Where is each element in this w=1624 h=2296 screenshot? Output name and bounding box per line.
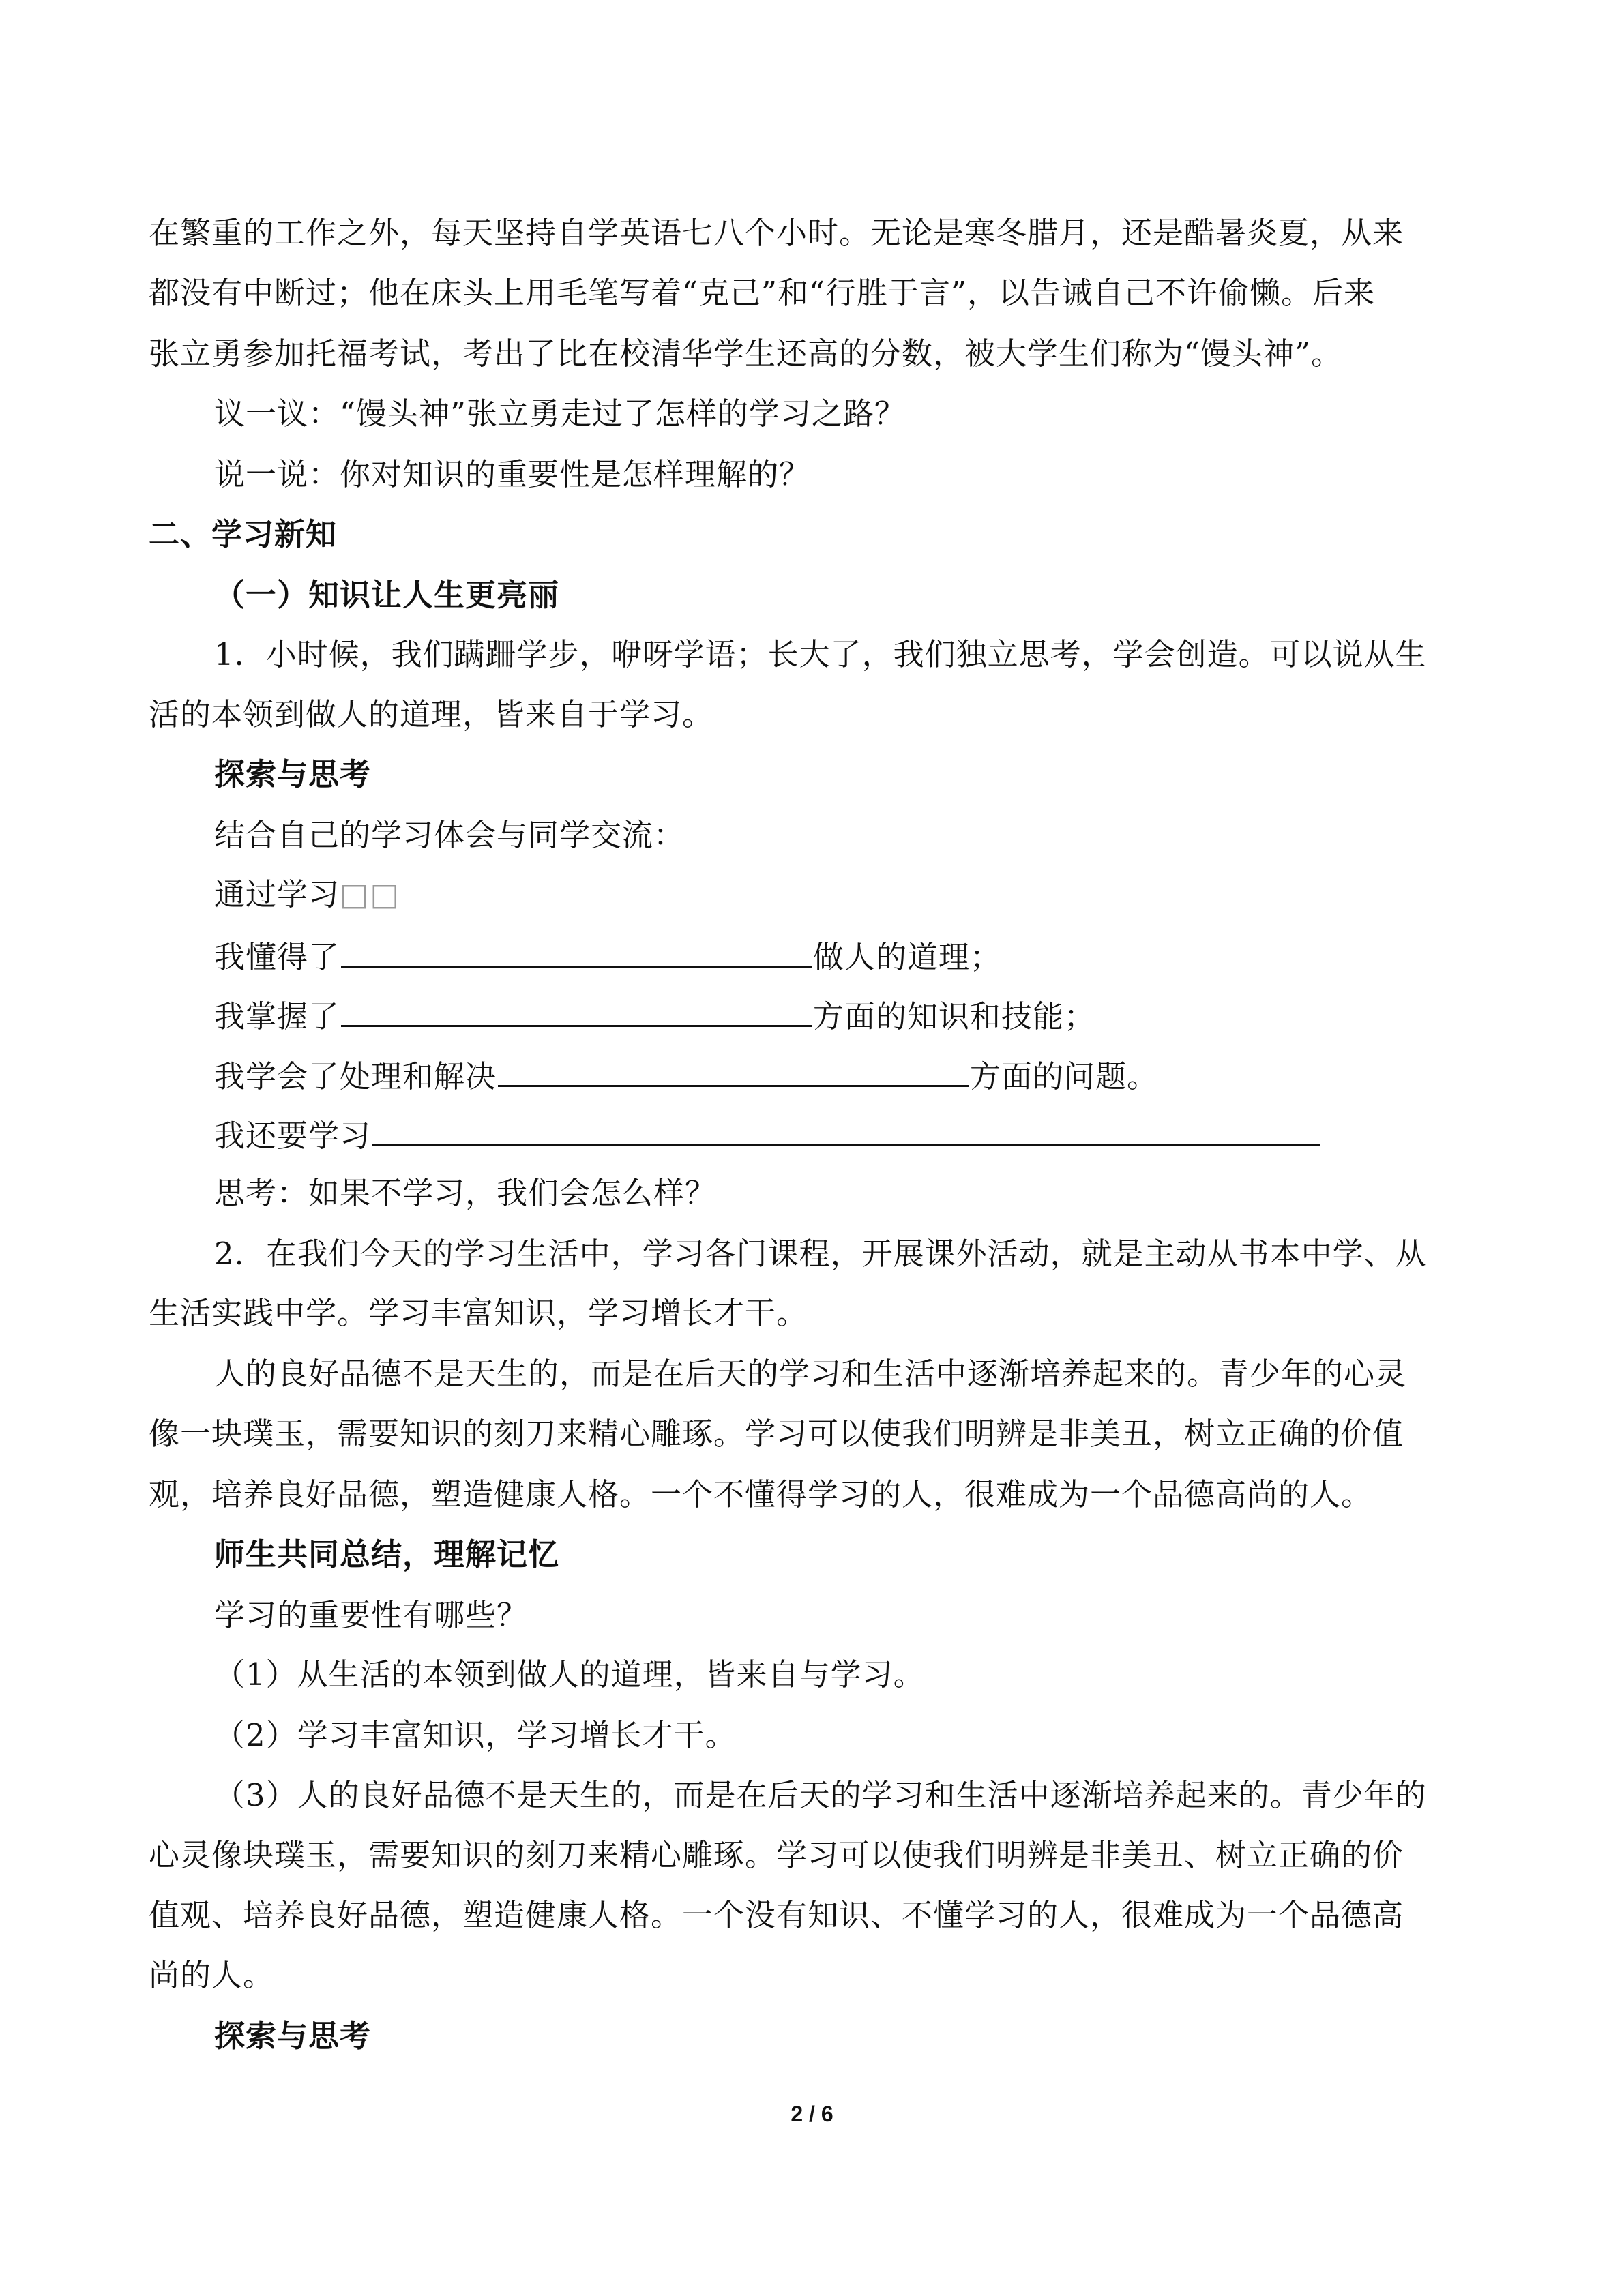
paragraph-line: 生活实践中学。学习丰富知识，学习增长才干。: [149, 1295, 808, 1331]
fill-in-prefix: 我还要学习: [214, 1118, 372, 1154]
paragraph-line: 心灵像块璞玉，需要知识的刻刀来精心雕琢。学习可以使我们明辨是非美丑、树立正确的价: [149, 1837, 1404, 1873]
paragraph-line: 像一块璞玉，需要知识的刻刀来精心雕琢。学习可以使我们明辨是非美丑，树立正确的价值: [149, 1416, 1404, 1452]
discussion-prompt: 议一议：“馒头神”张立勇走过了怎样的学习之路？: [214, 396, 906, 432]
activity-heading: 探索与思考: [214, 2018, 372, 2054]
paragraph-line: 在繁重的工作之外，每天坚持自学英语七八个小时。无论是寒冬腊月，还是酷暑炎夏，从来: [149, 215, 1404, 251]
list-item: （3）人的良好品德不是天生的，而是在后天的学习和生活中逐渐培养起来的。青少年的: [214, 1777, 1427, 1813]
fill-in-suffix: 做人的道理；: [813, 939, 1002, 975]
fill-in-prefix: 我学会了处理和解决: [214, 1058, 497, 1094]
paragraph-line: 观，培养良好品德，塑造健康人格。一个不懂得学习的人，很难成为一个品德高尚的人。: [149, 1476, 1373, 1512]
fill-in-line: [214, 876, 400, 914]
paragraph-line: 人的良好品德不是天生的，而是在后天的学习和生活中逐渐培养起来的。青少年的心灵: [214, 1356, 1407, 1392]
fill-in-line: [214, 995, 1095, 1036]
thinking-prompt: 思考：如果不学习，我们会怎么样？: [214, 1175, 717, 1211]
fill-in-line: [214, 1114, 1322, 1155]
section-heading: 二、学习新知: [149, 516, 338, 552]
paragraph-line: 尚的人。: [149, 1957, 275, 1993]
answer-blank[interactable]: [341, 936, 812, 968]
fill-in-suffix: 方面的问题。: [970, 1058, 1159, 1094]
paragraph-line: 活的本领到做人的道理，皆来自于学习。: [149, 696, 714, 732]
placeholder-boxes: □□: [340, 876, 401, 912]
paragraph-line: 张立勇参加托福考试，考出了比在校清华学生还高的分数，被大学生们称为“馒头神”。: [149, 336, 1343, 372]
fill-in-prefix: 通过学习: [214, 876, 340, 912]
summary-heading: 师生共同总结，理解记忆: [214, 1536, 560, 1572]
answer-blank[interactable]: [498, 1055, 969, 1087]
paragraph-line: 1．小时候，我们蹒跚学步，咿呀学语；长大了，我们独立思考，学会创造。可以说从生: [214, 636, 1427, 672]
discussion-prompt: 说一说：你对知识的重要性是怎样理解的？: [214, 456, 811, 492]
summary-question: 学习的重要性有哪些？: [214, 1597, 529, 1633]
list-item: （1）从生活的本领到做人的道理，皆来自与学习。: [214, 1656, 925, 1693]
activity-instruction: 结合自己的学习体会与同学交流：: [214, 817, 685, 853]
list-item: （2）学习丰富知识，学习增长才干。: [214, 1717, 737, 1753]
paragraph-line: 都没有中断过；他在床头上用毛笔写着“克己”和“行胜于言”，以告诫自己不许偷懒。后来: [149, 275, 1376, 311]
fill-in-line: [214, 936, 1001, 976]
paragraph-line: 值观、培养良好品德，塑造健康人格。一个没有知识、不懂学习的人，很难成为一个品德高: [149, 1897, 1404, 1933]
answer-blank[interactable]: [372, 1114, 1320, 1146]
activity-heading: 探索与思考: [214, 756, 372, 792]
answer-blank[interactable]: [341, 995, 812, 1027]
paragraph-line: 2．在我们今天的学习生活中，学习各门课程，开展课外活动，就是主动从书本中学、从: [214, 1236, 1427, 1272]
subsection-heading: （一）知识让人生更亮丽: [214, 577, 560, 613]
fill-in-prefix: 我懂得了: [214, 939, 340, 975]
fill-in-suffix: 方面的知识和技能；: [813, 998, 1096, 1034]
fill-in-prefix: 我掌握了: [214, 998, 340, 1034]
page-number: 2 / 6: [791, 2102, 833, 2126]
fill-in-line: [214, 1055, 1158, 1096]
